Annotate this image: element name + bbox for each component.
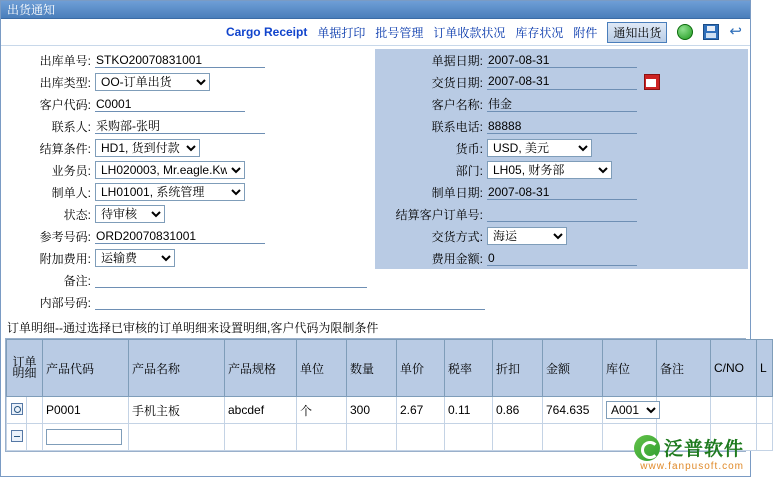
new-cell-location[interactable] xyxy=(603,424,657,451)
column-cno[interactable]: C/NO xyxy=(711,340,757,397)
out-type-label: 出库类型: xyxy=(39,75,91,90)
inner-no-spacer xyxy=(485,291,748,313)
detail-grid xyxy=(6,339,773,451)
cell-spec[interactable]: abcdef xyxy=(225,397,297,424)
form-row-status xyxy=(5,203,748,225)
form-row-customer-code xyxy=(5,93,748,115)
out-type-select[interactable] xyxy=(95,73,210,91)
save-icon[interactable] xyxy=(703,24,719,40)
remark-field-cell xyxy=(93,269,375,291)
fee-amount-field-cell xyxy=(485,247,748,269)
row-remove-cell[interactable] xyxy=(7,424,27,451)
salesman-select[interactable] xyxy=(95,161,245,179)
table-row xyxy=(7,397,773,424)
cell-cno[interactable] xyxy=(711,397,757,424)
cell-remark[interactable] xyxy=(657,397,711,424)
make-date-label: 制单日期: xyxy=(375,181,485,203)
new-cell-discount[interactable] xyxy=(493,424,543,451)
contact-input[interactable] xyxy=(95,118,265,134)
form-row-ref-no xyxy=(5,225,748,247)
new-cell-price[interactable] xyxy=(397,424,445,451)
settle-field-cell xyxy=(93,137,375,159)
doc-date-label: 单据日期: xyxy=(375,49,485,71)
doc-date-field-cell xyxy=(485,49,748,71)
status-select[interactable] xyxy=(95,205,165,223)
settle-cust-order-field-cell xyxy=(485,203,748,225)
form-row-maker xyxy=(5,181,748,203)
salesman-field-cell xyxy=(93,159,375,181)
delivery-way-field-cell xyxy=(485,225,748,247)
form-row-remark xyxy=(5,269,748,291)
ref-no-field-cell xyxy=(93,225,375,247)
column-discount[interactable]: 折扣 xyxy=(493,340,543,397)
new-cell-qty[interactable] xyxy=(347,424,397,451)
new-cell-amount[interactable] xyxy=(543,424,603,451)
new-cell-product-code[interactable] xyxy=(43,424,129,451)
dept-label: 部门: xyxy=(375,159,485,181)
form-row-settle xyxy=(5,137,748,159)
currency-select[interactable] xyxy=(487,139,592,157)
cell-last[interactable] xyxy=(757,397,773,424)
column-remark[interactable]: 备注 xyxy=(657,340,711,397)
remark-input[interactable] xyxy=(95,272,367,288)
column-tax[interactable]: 税率 xyxy=(445,340,493,397)
deliver-date-field-cell xyxy=(485,71,748,93)
extra-fee-field-cell xyxy=(93,247,375,269)
out-no-input[interactable] xyxy=(95,52,265,68)
cell-qty[interactable]: 300 xyxy=(347,397,397,424)
location-select[interactable] xyxy=(606,401,660,419)
toolbar xyxy=(1,19,750,46)
vendor-domain: www.fanpusoft.com xyxy=(640,461,744,472)
column-product-code[interactable]: 产品代码 xyxy=(43,340,129,397)
toolbar-link-attachment[interactable]: 附件 xyxy=(573,25,598,40)
customer-name-label: 客户名称: xyxy=(375,93,485,115)
detail-grid-wrapper xyxy=(5,338,767,452)
cell-price[interactable]: 2.67 xyxy=(397,397,445,424)
extra-fee-select[interactable] xyxy=(95,249,175,267)
cell-discount[interactable]: 0.86 xyxy=(493,397,543,424)
new-cell-cno[interactable] xyxy=(711,424,757,451)
settle-cust-order-label: 结算客户订单号: xyxy=(375,203,485,225)
inner-no-label: 内部号码: xyxy=(39,295,91,310)
contact-tel-input[interactable] xyxy=(487,118,637,134)
vendor-name: 泛普软件 xyxy=(663,439,744,460)
make-date-field-cell xyxy=(485,181,748,203)
fee-amount-input[interactable] xyxy=(487,250,637,266)
form-row-extra-fee xyxy=(5,247,748,269)
fee-amount-label: 费用金额: xyxy=(375,247,485,269)
deliver-date-input[interactable] xyxy=(487,74,637,90)
column-last[interactable]: L xyxy=(757,340,773,397)
customer-name-input[interactable] xyxy=(487,96,637,112)
customer-name-field-cell xyxy=(485,93,748,115)
minus-icon[interactable] xyxy=(11,430,23,442)
column-amount[interactable]: 金额 xyxy=(543,340,603,397)
customer-code-label: 客户代码: xyxy=(39,97,91,112)
new-cell-spec[interactable] xyxy=(225,424,297,451)
toolbar-link-print-document[interactable]: 单据打印 xyxy=(317,25,366,40)
calendar-icon[interactable] xyxy=(644,74,660,90)
remark-spacer-left xyxy=(375,269,485,291)
new-row-spacer-cell xyxy=(27,424,43,451)
new-cell-last[interactable] xyxy=(757,424,773,451)
contact-tel-field-cell xyxy=(485,115,748,137)
window-title: 出货通知 xyxy=(7,3,56,17)
settle-select[interactable] xyxy=(95,139,200,157)
out-no-label: 出库单号: xyxy=(39,53,91,68)
currency-label: 货币: xyxy=(375,137,485,159)
form-row-contact xyxy=(5,115,748,137)
go-icon[interactable] xyxy=(677,24,693,40)
form-table xyxy=(5,49,748,313)
maker-label: 制单人: xyxy=(51,185,91,200)
cell-amount[interactable]: 764.635 xyxy=(543,397,603,424)
ref-no-label: 参考号码: xyxy=(39,229,91,244)
dept-select[interactable] xyxy=(487,161,612,179)
cell-product-code[interactable]: P0001 xyxy=(43,397,129,424)
column-product-name[interactable]: 产品名称 xyxy=(129,340,225,397)
dept-field-cell xyxy=(485,159,748,181)
new-cell-product-name[interactable] xyxy=(129,424,225,451)
make-date-input[interactable] xyxy=(487,184,637,200)
inner-no-field-cell xyxy=(93,291,485,313)
contact-label: 联系人: xyxy=(51,119,91,134)
detail-section-title: 订单明细--通过选择已审核的订单明细来设置明细,客户代码为限制条件 xyxy=(7,321,379,335)
new-product-code-input[interactable] xyxy=(46,429,122,445)
cell-unit[interactable]: 个 xyxy=(297,397,347,424)
column-spec[interactable]: 产品规格 xyxy=(225,340,297,397)
remark-spacer-right xyxy=(485,269,748,291)
maker-field-cell xyxy=(93,181,375,203)
column-qty[interactable]: 数量 xyxy=(347,340,397,397)
row-magnifier-cell[interactable] xyxy=(7,397,27,424)
notify-shipment-button[interactable]: 通知出货 xyxy=(607,22,667,43)
contact-field-cell xyxy=(93,115,375,137)
form-row-salesman xyxy=(5,159,748,181)
window-titlebar xyxy=(1,1,750,19)
form-row-inner-no xyxy=(5,291,748,313)
toolbar-link-cargo-receipt[interactable]: Cargo Receipt xyxy=(225,25,308,39)
customer-code-field-cell xyxy=(93,93,375,115)
extra-fee-label: 附加费用: xyxy=(39,251,91,266)
contact-tel-label: 联系电话: xyxy=(375,115,485,137)
column-price[interactable]: 单价 xyxy=(397,340,445,397)
detail-grid-header-row xyxy=(7,340,773,397)
cell-tax[interactable]: 0.11 xyxy=(445,397,493,424)
table-row-new xyxy=(7,424,773,451)
delivery-way-select[interactable] xyxy=(487,227,567,245)
maker-select[interactable] xyxy=(95,183,245,201)
form-row-out-type xyxy=(5,71,748,93)
currency-field-cell xyxy=(485,137,748,159)
ref-no-input[interactable] xyxy=(95,228,265,244)
column-location[interactable]: 库位 xyxy=(603,340,657,397)
column-unit[interactable]: 单位 xyxy=(297,340,347,397)
doc-date-input[interactable] xyxy=(487,52,637,68)
salesman-label: 业务员: xyxy=(51,163,91,178)
toolbar-link-stock-status[interactable]: 库存状况 xyxy=(515,25,564,40)
status-label: 状态: xyxy=(63,207,91,222)
cell-location[interactable] xyxy=(603,397,657,424)
inner-no-input[interactable] xyxy=(95,294,485,310)
customer-code-input[interactable] xyxy=(95,96,245,112)
status-field-cell xyxy=(93,203,375,225)
settle-cust-order-input[interactable] xyxy=(487,206,637,222)
search-icon[interactable] xyxy=(11,403,23,415)
out-type-field-cell xyxy=(93,71,375,93)
settle-label: 结算条件: xyxy=(39,141,91,156)
detail-grid-rowheader: 订单明细 xyxy=(7,340,43,397)
cell-product-name[interactable]: 手机主板 xyxy=(129,397,225,424)
deliver-date-label: 交货日期: xyxy=(375,71,485,93)
back-arrow-icon[interactable]: ↩ xyxy=(729,23,742,40)
out-no-field-cell xyxy=(93,49,375,71)
new-cell-unit[interactable] xyxy=(297,424,347,451)
new-cell-remark[interactable] xyxy=(657,424,711,451)
delivery-way-label: 交货方式: xyxy=(375,225,485,247)
row-spacer-cell xyxy=(27,397,43,424)
remark-label: 备注: xyxy=(63,273,91,288)
shipment-form xyxy=(1,46,750,313)
toolbar-link-order-receipt-status[interactable]: 订单收款状况 xyxy=(433,25,506,40)
new-cell-tax[interactable] xyxy=(445,424,493,451)
toolbar-link-batch-manage[interactable]: 批号管理 xyxy=(375,25,424,40)
form-row-out-no xyxy=(5,49,748,71)
